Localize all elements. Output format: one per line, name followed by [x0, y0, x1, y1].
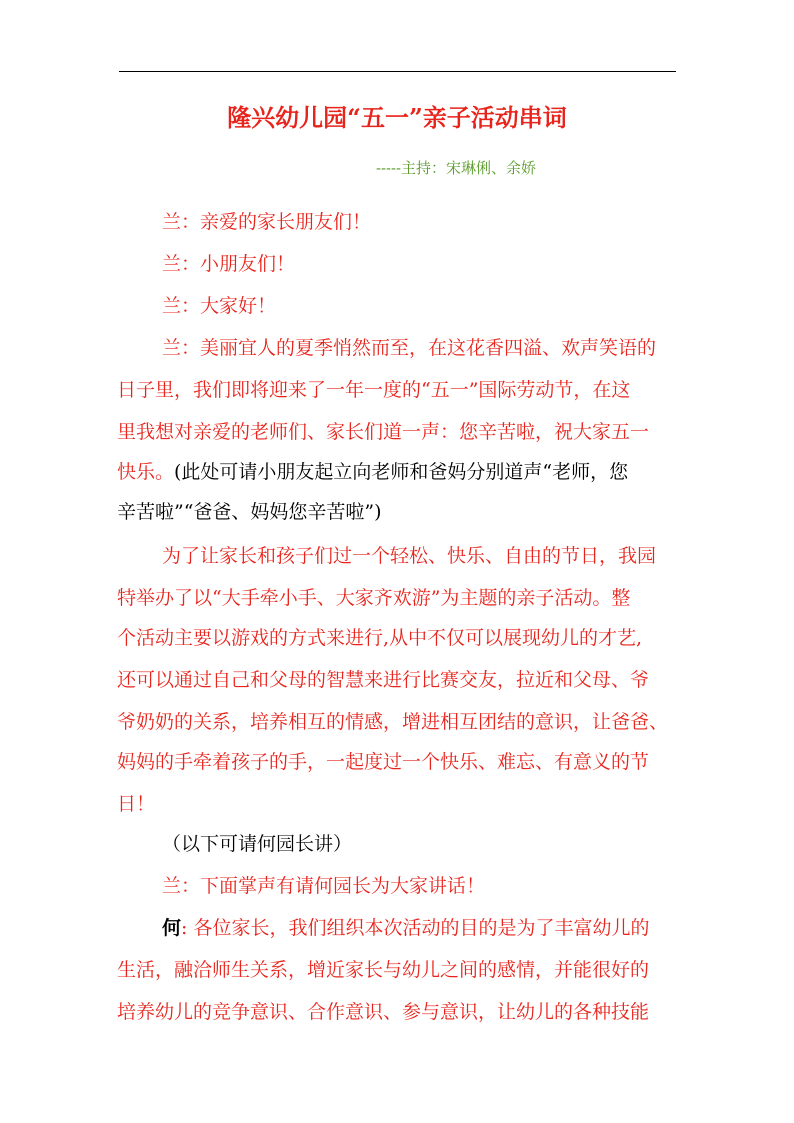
script-line	[162, 210, 371, 234]
line-text: 培养幼儿的竞争意识、合作意识、参与意识，让幼儿的各种技能	[117, 1001, 650, 1023]
line-text: 下面掌声有请何园长为大家讲话！	[200, 875, 486, 897]
script-line	[117, 378, 630, 402]
script-line	[117, 626, 642, 650]
script-line	[117, 958, 649, 982]
header-rule	[119, 71, 676, 72]
line-text: 里我想对亲爱的老师们、家长们道一声：您辛苦啦，祝大家五一	[117, 421, 650, 443]
line-text: 爷奶奶的关系，培养相互的情感，增进相互团结的意识，让爸爸、	[117, 711, 669, 733]
speaker-label: 兰：	[162, 253, 201, 275]
stage-note: (此处可请小朋友起立向老师和爸妈分别道声“老师，您	[174, 461, 629, 483]
script-line	[162, 874, 485, 898]
script-line	[117, 710, 668, 734]
script-line	[162, 916, 649, 940]
speaker-label: 兰：	[162, 211, 201, 233]
script-line	[162, 544, 656, 568]
speaker-label: 何	[162, 917, 182, 939]
line-text: 还可以通过自己和父母的智慧来进行比赛交友，拉近和父母、爷	[117, 669, 650, 691]
script-line	[117, 750, 649, 774]
speaker-label: 兰：	[162, 337, 201, 359]
line-text: 妈妈的手牵着孩子的手，一起度过一个快乐、难忘、有意义的节	[117, 751, 650, 773]
script-line	[117, 500, 382, 524]
script-line	[117, 668, 649, 692]
line-text: 生活，融洽师生关系，增近家长与幼儿之间的感情，并能很好的	[117, 959, 650, 981]
document-title: 隆兴幼儿园“五一”亲子活动串词	[227, 103, 567, 132]
line-text: 为了让家长和孩子们过一个轻松、快乐、自由的节日，我园	[162, 545, 657, 567]
document-subtitle: -----主持：宋琳俐、余娇	[376, 160, 536, 177]
script-line	[117, 586, 630, 610]
line-text: 大家好！	[200, 295, 277, 317]
script-line	[117, 792, 155, 816]
line-text: 日子里，我们即将迎来了一年一度的“五一”国际劳动节，在这	[117, 379, 631, 401]
script-line	[162, 832, 352, 856]
line-text: 个活动主要以游戏的方式来进行,从中不仅可以展现幼儿的才艺,	[117, 627, 643, 649]
line-text: : 各位家长，我们组织本次活动的目的是为了丰富幼儿的	[181, 917, 650, 939]
script-line	[117, 460, 628, 484]
script-line	[117, 1000, 649, 1024]
script-line	[162, 252, 295, 276]
line-text: 特举办了以“大手牵小手、大家齐欢游”为主题的亲子活动。整	[117, 587, 631, 609]
line-text: 日！	[117, 793, 156, 815]
line-text: 快乐。	[117, 461, 175, 483]
script-line	[117, 420, 649, 444]
script-line	[162, 336, 656, 360]
line-text: 亲爱的家长朋友们！	[200, 211, 372, 233]
script-line	[162, 294, 276, 318]
stage-note: （以下可请何园长讲）	[162, 833, 353, 855]
line-text: 美丽宜人的夏季悄然而至，在这花香四溢、欢声笑语的	[200, 337, 657, 359]
speaker-label: 兰：	[162, 875, 201, 897]
speaker-label: 兰：	[162, 295, 201, 317]
stage-note: 辛苦啦”“爸爸、妈妈您辛苦啦”)	[117, 501, 382, 523]
line-text: 小朋友们！	[200, 253, 296, 275]
